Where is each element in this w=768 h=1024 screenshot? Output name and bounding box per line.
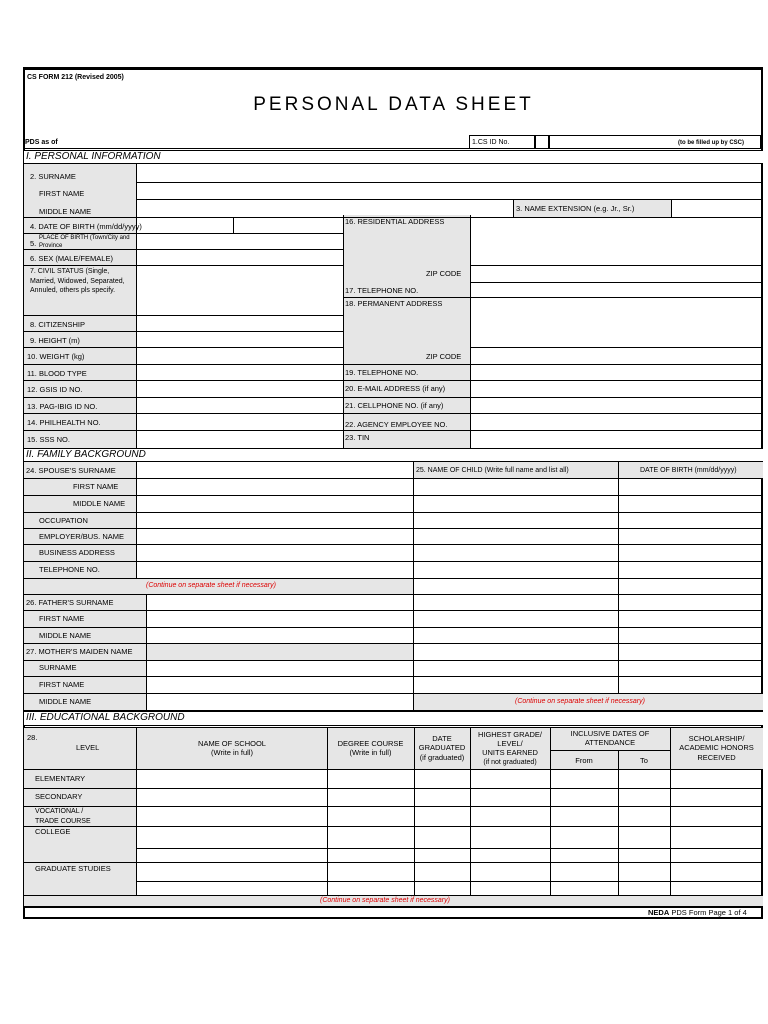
date-graduated-header-1: DATE — [432, 734, 452, 743]
telephone-label-1: 17. TELEPHONE NO. — [345, 286, 419, 295]
agency-employee-label: 22. AGENCY EMPLOYEE NO. — [345, 420, 448, 429]
level-elementary: ELEMENTARY — [35, 774, 86, 783]
employer-label: EMPLOYER/BUS. NAME — [39, 532, 125, 541]
father-middle-name-label: MIDDLE NAME — [39, 631, 92, 640]
school-subheader: (Write in full) — [211, 748, 253, 757]
page-title: PERSONAL DATA SHEET — [253, 94, 534, 115]
honors-header-3: RECEIVED — [697, 753, 736, 762]
zip-code-label-1: ZIP CODE — [426, 269, 462, 278]
to-header: To — [640, 756, 648, 765]
spouse-middle-name-label: MIDDLE NAME — [73, 499, 126, 508]
name-extension-label: 3. NAME EXTENSION (e.g. Jr., Sr.) — [516, 204, 635, 213]
highest-grade-header-4: (if not graduated) — [483, 759, 537, 766]
business-address-label: BUSINESS ADDRESS — [39, 548, 115, 557]
child-dob-label: DATE OF BIRTH (mm/dd/yyyy) — [640, 467, 737, 474]
email-label: 20. E-MAIL ADDRESS (if any) — [345, 384, 446, 393]
surname-label: 2. SURNAME — [30, 172, 76, 181]
mother-surname-label: SURNAME — [39, 663, 77, 672]
date-graduated-header-2: GRADUATED — [418, 743, 466, 752]
level-secondary: SECONDARY — [35, 792, 83, 801]
section-personal-info: I. PERSONAL INFORMATION — [24, 150, 763, 164]
level-vocational: VOCATIONAL / TRADE COURSE — [35, 808, 91, 825]
highest-grade-header-2: LEVEL/ — [497, 739, 523, 748]
education-num: 28. — [27, 733, 38, 742]
spouse-surname-label: 24. SPOUSE'S SURNAME — [26, 466, 116, 475]
footer-org: NEDA — [648, 908, 670, 917]
citizenship-label: 8. CITIZENSHIP — [30, 320, 86, 329]
permanent-address-label: 18. PERMANENT ADDRESS — [345, 299, 443, 308]
section-family-background: II. FAMILY BACKGROUND — [24, 448, 763, 462]
telephone-label-3: TELEPHONE NO. — [39, 565, 100, 574]
date-graduated-header-3: (if graduated) — [419, 753, 465, 762]
level-header: LEVEL — [76, 743, 100, 752]
footer-page — [648, 908, 747, 917]
pob-num: 5. — [30, 239, 37, 248]
school-header: NAME OF SCHOOL — [198, 739, 266, 748]
continue-note-3: (Continue on separate sheet if necessary) — [320, 897, 450, 904]
father-first-name-label: FIRST NAME — [39, 614, 85, 623]
middle-name-label: MIDDLE NAME — [39, 207, 92, 216]
from-header: From — [575, 756, 593, 765]
level-graduate-studies: GRADUATE STUDIES — [35, 864, 111, 873]
pagibig-label: 13. PAG-IBIG ID NO. — [27, 402, 98, 411]
gsis-label: 12. GSIS ID NO. — [27, 385, 83, 394]
spouse-first-name-label: FIRST NAME — [73, 482, 119, 491]
dob-label: 4. DATE OF BIRTH (mm/dd/yyyy) — [30, 222, 142, 231]
form-code: CS FORM 212 (Revised 2005) — [27, 74, 124, 81]
continue-note-2: (Continue on separate sheet if necessary) — [515, 698, 645, 705]
level-college: COLLEGE — [35, 827, 71, 836]
residential-address-label: 16. RESIDENTIAL ADDRESS — [345, 217, 445, 226]
sss-label: 15. SSS NO. — [27, 435, 70, 444]
cs-id-label: 1.CS ID No. — [472, 139, 510, 146]
continue-note-1: (Continue on separate sheet if necessary) — [146, 582, 276, 589]
inclusive-dates-header-1: INCLUSIVE DATES OF — [570, 729, 650, 738]
mother-middle-name-label: MIDDLE NAME — [39, 697, 92, 706]
degree-subheader: (Write in full) — [349, 748, 392, 757]
cs-id-field[interactable] — [535, 135, 549, 149]
section-educational-background: III. EDUCATIONAL BACKGROUND — [24, 711, 763, 726]
cellphone-label: 21. CELLPHONE NO. (if any) — [345, 401, 444, 410]
highest-grade-header-1: HIGHEST GRADE/ — [477, 730, 543, 739]
blood-type-label: 11. BLOOD TYPE — [27, 369, 87, 378]
civil-status-label: 7. CIVIL STATUS (Single, Married, Widowed, Separated, Annuled, others pls specify. — [30, 268, 125, 294]
degree-header: DEGREE COURSE — [337, 739, 404, 748]
occupation-label: OCCUPATION — [39, 516, 88, 525]
footer-page-label: PDS Form Page 1 of 4 — [671, 908, 747, 917]
sex-label: 6. SEX (MALE/FEMALE) — [30, 254, 113, 263]
honors-header-2: ACADEMIC HONORS — [679, 743, 754, 752]
csc-note: (to be filled up by CSC) — [678, 140, 744, 146]
father-surname-label: 26. FATHER'S SURNAME — [26, 598, 114, 607]
highest-grade-header-3: UNITS EARNED — [482, 748, 538, 757]
zip-code-label-2: ZIP CODE — [426, 352, 462, 361]
inclusive-dates-header-2: ATTENDANCE — [584, 738, 636, 747]
pds-as-of-label: PDS as of — [25, 139, 58, 146]
height-label: 9. HEIGHT (m) — [30, 336, 80, 345]
mother-maiden-name-label: 27. MOTHER'S MAIDEN NAME — [26, 647, 133, 656]
honors-header-1: SCHOLARSHIP/ — [688, 734, 745, 743]
mother-first-name-label: FIRST NAME — [39, 680, 85, 689]
child-name-label: 25. NAME OF CHILD (Write full name and list all) — [416, 467, 569, 474]
pob-label: PLACE OF BIRTH (Town/City and Province — [39, 235, 130, 249]
tin-label: 23. TIN — [345, 433, 370, 442]
telephone-label-2: 19. TELEPHONE NO. — [345, 368, 419, 377]
weight-label: 10. WEIGHT (kg) — [27, 352, 85, 361]
first-name-label: FIRST NAME — [39, 189, 85, 198]
philhealth-label: 14. PHILHEALTH NO. — [27, 418, 101, 427]
